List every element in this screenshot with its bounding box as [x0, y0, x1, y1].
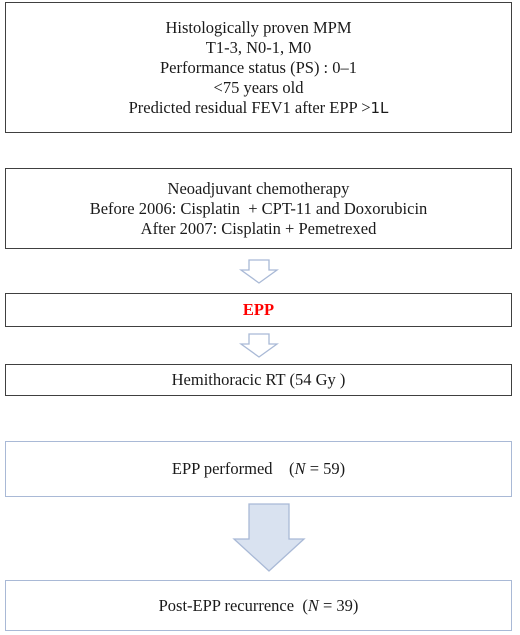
neoadjuvant-chemotherapy-box	[5, 168, 512, 249]
rt-label: Hemithoracic RT (54 Gy )	[171, 370, 346, 389]
chemo-after-2007: After 2007: Cisplatin + Pemetrexed	[140, 218, 377, 238]
chemo-title: Neoadjuvant chemotherapy	[167, 178, 350, 198]
eligibility-line-staging: T1-3, N0-1, M0	[205, 37, 312, 57]
epp-box	[5, 293, 512, 327]
recurrence-n-value: = 39)	[322, 595, 359, 615]
hemithoracic-rt-box	[5, 364, 512, 396]
eligibility-line-histology: Histologically proven MPM	[165, 17, 352, 37]
recurrence-label: Post-EPP recurrence	[158, 595, 295, 615]
eligibility-line-age: <75 years old	[213, 77, 304, 97]
recurrence-n-symbol: N	[307, 595, 319, 615]
eligibility-line-fev1	[129, 98, 389, 118]
epp-performed-label: EPP performed	[171, 459, 273, 478]
recurrence-text	[159, 596, 359, 616]
eligibility-line-performance: Performance status (PS) : 0–1	[159, 57, 358, 77]
epp-performed-open-paren: (	[289, 459, 295, 478]
post-epp-recurrence-box	[5, 580, 512, 631]
fev1-value: 1L	[370, 98, 389, 117]
fev1-text: Predicted residual FEV1 after EPP >	[128, 97, 371, 117]
flow-arrow-2	[239, 333, 279, 359]
flow-arrow-large	[232, 503, 306, 573]
flow-arrow-1	[239, 259, 279, 285]
chemo-before-2006: Before 2006: Cisplatin + CPT-11 and Doxorubicin	[89, 198, 428, 218]
epp-performed-n-symbol: N	[294, 459, 306, 478]
eligibility-criteria-box	[5, 2, 512, 133]
epp-performed-n-value: = 59)	[309, 459, 346, 478]
epp-performed-text	[172, 459, 345, 479]
epp-performed-box	[5, 441, 512, 497]
epp-label: EPP	[242, 300, 275, 319]
recurrence-open-paren: (	[302, 595, 308, 615]
